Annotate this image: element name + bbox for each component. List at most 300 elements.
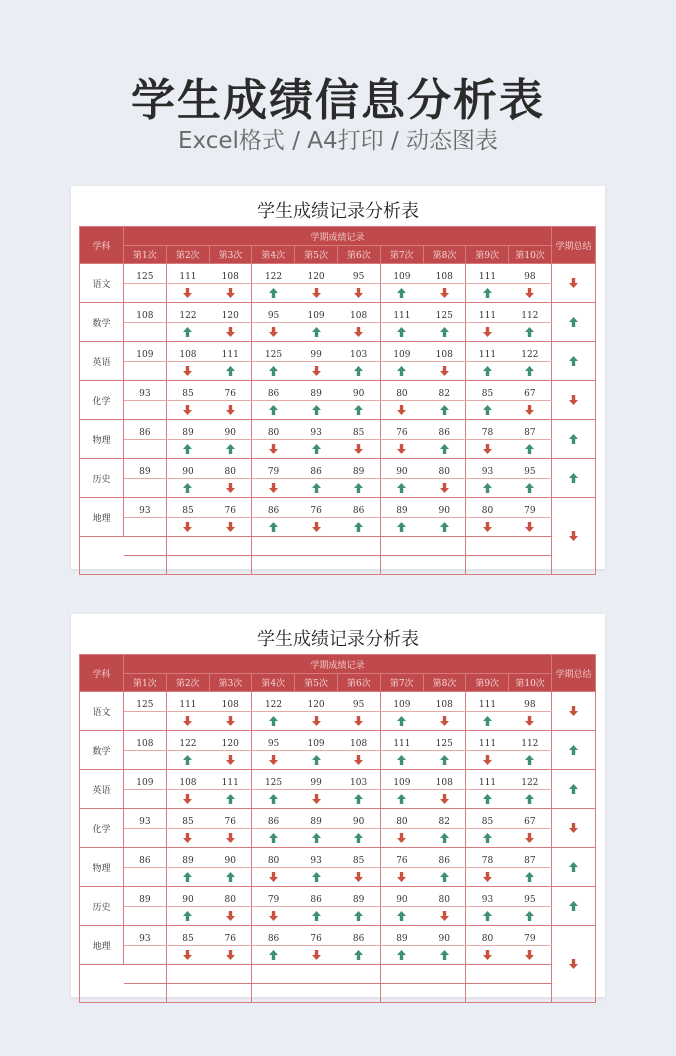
header-attempt-4: 第4次	[252, 246, 295, 264]
score-cell: 95	[509, 459, 552, 479]
score-cell: 122	[252, 692, 295, 712]
trend-down-icon	[226, 327, 235, 337]
score-cell: 80	[466, 498, 509, 518]
subject-name: 物理	[80, 848, 124, 887]
trend-cell	[337, 440, 380, 459]
summary-cell	[552, 459, 596, 498]
score-cell: 95	[252, 731, 295, 751]
empty-cell	[380, 556, 423, 575]
trend-cell	[466, 751, 509, 770]
trend-up-icon	[354, 950, 363, 960]
trend-down-icon	[226, 405, 235, 415]
trend-cell	[380, 401, 423, 420]
score-cell: 90	[423, 926, 466, 946]
trend-down-icon	[354, 872, 363, 882]
score-cell: 79	[509, 926, 552, 946]
score-cell: 87	[509, 848, 552, 868]
trend-up-icon	[312, 444, 321, 454]
trend-down-icon	[525, 716, 534, 726]
trend-cell	[124, 790, 167, 809]
trend-down-icon	[183, 366, 192, 376]
summary-cell	[552, 498, 596, 575]
empty-cell	[509, 984, 552, 1003]
score-cell: 93	[124, 926, 167, 946]
empty-cell	[209, 984, 252, 1003]
score-cell: 111	[466, 303, 509, 323]
trend-up-icon	[354, 833, 363, 843]
score-cell: 93	[295, 420, 338, 440]
score-cell: 90	[209, 848, 252, 868]
subject-name: 语文	[80, 264, 124, 303]
trend-up-icon	[440, 833, 449, 843]
score-cell: 89	[124, 459, 167, 479]
score-cell: 89	[337, 887, 380, 907]
trend-cell	[166, 323, 209, 342]
trend-cell	[166, 907, 209, 926]
trend-cell	[423, 440, 466, 459]
trend-cell	[466, 868, 509, 887]
trend-cell	[124, 712, 167, 731]
score-cell: 125	[252, 342, 295, 362]
trend-up-icon	[183, 483, 192, 493]
subject-name: 历史	[80, 887, 124, 926]
trend-cell	[466, 323, 509, 342]
trend-cell	[509, 946, 552, 965]
trend-cell	[509, 362, 552, 381]
trend-up-icon	[483, 794, 492, 804]
score-cell: 109	[124, 770, 167, 790]
trend-cell	[423, 790, 466, 809]
trend-cell	[423, 751, 466, 770]
trend-cell	[466, 440, 509, 459]
empty-cell	[166, 984, 209, 1003]
score-cell: 95	[337, 264, 380, 284]
trend-up-icon	[483, 366, 492, 376]
score-cell: 67	[509, 809, 552, 829]
score-cell: 120	[209, 303, 252, 323]
score-cell: 80	[380, 381, 423, 401]
score-cell: 86	[423, 848, 466, 868]
trend-up-icon	[183, 872, 192, 882]
trend-cell	[466, 790, 509, 809]
score-cell: 122	[509, 770, 552, 790]
trend-up-icon	[397, 794, 406, 804]
score-cell: 85	[166, 926, 209, 946]
score-cell: 90	[337, 809, 380, 829]
trend-down-icon	[525, 522, 534, 532]
score-cell: 78	[466, 848, 509, 868]
subject-name: 地理	[80, 926, 124, 965]
trend-up-icon	[483, 716, 492, 726]
trend-cell	[124, 323, 167, 342]
grade-table	[79, 226, 596, 575]
trend-cell	[166, 518, 209, 537]
score-cell: 67	[509, 381, 552, 401]
trend-cell	[423, 829, 466, 848]
trend-cell	[337, 907, 380, 926]
trend-cell	[380, 323, 423, 342]
empty-cell	[423, 984, 466, 1003]
score-cell: 120	[295, 264, 338, 284]
trend-down-icon	[354, 716, 363, 726]
trend-down-icon	[354, 444, 363, 454]
score-cell: 90	[337, 381, 380, 401]
trend-cell	[509, 790, 552, 809]
score-cell: 111	[380, 731, 423, 751]
score-cell: 85	[166, 809, 209, 829]
empty-cell	[252, 556, 295, 575]
score-cell: 90	[380, 459, 423, 479]
score-cell: 108	[209, 692, 252, 712]
score-cell: 79	[509, 498, 552, 518]
score-cell: 98	[509, 692, 552, 712]
trend-cell	[337, 868, 380, 887]
score-cell: 86	[124, 848, 167, 868]
trend-down-icon	[397, 833, 406, 843]
score-cell: 120	[209, 731, 252, 751]
score-cell: 82	[423, 809, 466, 829]
trend-cell	[337, 362, 380, 381]
score-cell: 111	[466, 342, 509, 362]
trend-cell	[466, 712, 509, 731]
trend-up-icon	[354, 522, 363, 532]
trend-cell	[337, 712, 380, 731]
trend-cell	[509, 751, 552, 770]
score-cell: 80	[209, 459, 252, 479]
trend-down-icon	[312, 716, 321, 726]
score-cell: 108	[337, 731, 380, 751]
header-subject: 学科	[80, 227, 124, 264]
summary-trend-up-icon	[569, 473, 578, 483]
trend-down-icon	[525, 405, 534, 415]
sheet-title: 学生成绩记录分析表	[257, 629, 419, 650]
score-cell: 111	[166, 692, 209, 712]
trend-down-icon	[354, 755, 363, 765]
score-cell: 111	[209, 342, 252, 362]
summary-cell	[552, 264, 596, 303]
trend-down-icon	[397, 405, 406, 415]
trend-up-icon	[440, 950, 449, 960]
trend-down-icon	[269, 327, 278, 337]
header-attempt-7: 第7次	[380, 246, 423, 264]
score-cell: 90	[166, 459, 209, 479]
trend-up-icon	[312, 327, 321, 337]
score-cell: 76	[295, 498, 338, 518]
trend-cell	[252, 362, 295, 381]
trend-cell	[380, 946, 423, 965]
score-cell: 109	[380, 342, 423, 362]
empty-cell	[337, 556, 380, 575]
trend-up-icon	[440, 327, 449, 337]
score-cell: 80	[252, 420, 295, 440]
score-cell: 89	[124, 887, 167, 907]
score-cell: 80	[209, 887, 252, 907]
trend-down-icon	[483, 444, 492, 454]
trend-cell	[423, 907, 466, 926]
empty-cell	[295, 556, 338, 575]
score-cell: 90	[209, 420, 252, 440]
trend-down-icon	[440, 288, 449, 298]
score-cell: 80	[380, 809, 423, 829]
trend-cell	[295, 362, 338, 381]
score-cell: 111	[466, 731, 509, 751]
score-cell: 80	[252, 848, 295, 868]
trend-cell	[509, 829, 552, 848]
trend-down-icon	[440, 911, 449, 921]
score-cell: 109	[124, 342, 167, 362]
trend-cell	[252, 907, 295, 926]
trend-down-icon	[440, 716, 449, 726]
summary-cell	[552, 770, 596, 809]
trend-up-icon	[525, 872, 534, 882]
trend-cell	[380, 518, 423, 537]
empty-cell	[80, 984, 124, 1003]
score-cell: 95	[252, 303, 295, 323]
empty-cell	[124, 965, 167, 984]
score-cell: 80	[423, 887, 466, 907]
score-cell: 109	[380, 770, 423, 790]
score-cell: 95	[509, 887, 552, 907]
subject-name: 地理	[80, 498, 124, 537]
trend-cell	[337, 790, 380, 809]
trend-cell	[295, 829, 338, 848]
trend-up-icon	[483, 483, 492, 493]
empty-cell	[124, 537, 167, 556]
trend-cell	[166, 401, 209, 420]
empty-cell	[209, 537, 252, 556]
trend-cell	[380, 712, 423, 731]
trend-cell	[124, 362, 167, 381]
score-cell: 76	[380, 420, 423, 440]
trend-up-icon	[269, 833, 278, 843]
trend-up-icon	[440, 444, 449, 454]
score-cell: 89	[166, 848, 209, 868]
trend-cell	[466, 362, 509, 381]
score-cell: 108	[124, 731, 167, 751]
empty-cell	[252, 537, 295, 556]
header-attempt-9: 第9次	[466, 674, 509, 692]
trend-cell	[295, 946, 338, 965]
trend-up-icon	[483, 288, 492, 298]
trend-up-icon	[312, 911, 321, 921]
trend-up-icon	[440, 755, 449, 765]
score-cell: 120	[295, 692, 338, 712]
score-cell: 108	[423, 264, 466, 284]
empty-cell	[209, 965, 252, 984]
score-cell: 89	[380, 498, 423, 518]
summary-trend-up-icon	[569, 434, 578, 444]
empty-cell	[295, 984, 338, 1003]
empty-cell	[337, 965, 380, 984]
subject-name: 英语	[80, 770, 124, 809]
trend-cell	[252, 518, 295, 537]
trend-up-icon	[269, 366, 278, 376]
score-cell: 125	[124, 692, 167, 712]
score-cell: 76	[209, 381, 252, 401]
score-cell: 80	[466, 926, 509, 946]
header-summary: 学期总结	[552, 227, 596, 264]
trend-cell	[209, 440, 252, 459]
trend-down-icon	[483, 327, 492, 337]
trend-cell	[209, 790, 252, 809]
header-attempt-3: 第3次	[209, 246, 252, 264]
trend-cell	[166, 829, 209, 848]
trend-up-icon	[483, 405, 492, 415]
trend-cell	[509, 440, 552, 459]
header-attempt-2: 第2次	[166, 674, 209, 692]
summary-trend-up-icon	[569, 862, 578, 872]
trend-cell	[509, 323, 552, 342]
trend-cell	[252, 829, 295, 848]
trend-up-icon	[183, 444, 192, 454]
trend-cell	[295, 401, 338, 420]
header-attempt-5: 第5次	[295, 246, 338, 264]
subject-name: 化学	[80, 381, 124, 420]
empty-cell	[466, 965, 509, 984]
trend-up-icon	[397, 288, 406, 298]
summary-trend-up-icon	[569, 784, 578, 794]
trend-up-icon	[354, 483, 363, 493]
trend-cell	[380, 479, 423, 498]
header-attempt-8: 第8次	[423, 674, 466, 692]
trend-down-icon	[226, 483, 235, 493]
trend-cell	[166, 362, 209, 381]
header-attempt-4: 第4次	[252, 674, 295, 692]
trend-cell	[295, 518, 338, 537]
trend-cell	[509, 868, 552, 887]
score-cell: 76	[209, 926, 252, 946]
trend-up-icon	[397, 327, 406, 337]
summary-cell	[552, 848, 596, 887]
score-cell: 76	[209, 498, 252, 518]
trend-down-icon	[312, 522, 321, 532]
trend-cell	[466, 284, 509, 303]
trend-cell	[423, 401, 466, 420]
empty-cell	[423, 537, 466, 556]
trend-cell	[509, 907, 552, 926]
trend-cell	[252, 323, 295, 342]
score-cell: 112	[509, 731, 552, 751]
score-cell: 86	[252, 498, 295, 518]
trend-cell	[295, 868, 338, 887]
summary-trend-down-icon	[569, 706, 578, 716]
trend-cell	[423, 946, 466, 965]
empty-cell	[337, 984, 380, 1003]
trend-up-icon	[269, 716, 278, 726]
trend-down-icon	[354, 327, 363, 337]
score-cell: 86	[124, 420, 167, 440]
header-attempt-8: 第8次	[423, 246, 466, 264]
score-cell: 89	[380, 926, 423, 946]
trend-down-icon	[183, 522, 192, 532]
score-cell: 93	[124, 809, 167, 829]
header-attempt-1: 第1次	[124, 674, 167, 692]
trend-cell	[124, 440, 167, 459]
trend-cell	[166, 946, 209, 965]
header-attempt-1: 第1次	[124, 246, 167, 264]
trend-up-icon	[440, 872, 449, 882]
trend-up-icon	[183, 327, 192, 337]
trend-cell	[209, 362, 252, 381]
trend-cell	[337, 284, 380, 303]
trend-up-icon	[525, 366, 534, 376]
score-cell: 82	[423, 381, 466, 401]
header-attempt-10: 第10次	[509, 674, 552, 692]
score-cell: 122	[509, 342, 552, 362]
score-cell: 86	[252, 926, 295, 946]
trend-up-icon	[269, 405, 278, 415]
trend-cell	[380, 907, 423, 926]
header-attempt-3: 第3次	[209, 674, 252, 692]
trend-up-icon	[269, 794, 278, 804]
summary-trend-down-icon	[569, 395, 578, 405]
trend-cell	[423, 284, 466, 303]
trend-cell	[337, 751, 380, 770]
empty-cell	[166, 537, 209, 556]
trend-down-icon	[226, 833, 235, 843]
trend-down-icon	[269, 444, 278, 454]
trend-cell	[380, 284, 423, 303]
empty-cell	[80, 537, 124, 556]
score-cell: 89	[295, 809, 338, 829]
score-cell: 86	[295, 459, 338, 479]
score-cell: 93	[466, 459, 509, 479]
score-cell: 125	[124, 264, 167, 284]
summary-cell	[552, 731, 596, 770]
trend-up-icon	[397, 366, 406, 376]
header-subject: 学科	[80, 655, 124, 692]
trend-cell	[124, 479, 167, 498]
score-cell: 93	[466, 887, 509, 907]
trend-cell	[295, 907, 338, 926]
trend-down-icon	[483, 872, 492, 882]
header-attempt-6: 第6次	[337, 674, 380, 692]
trend-cell	[209, 401, 252, 420]
summary-cell	[552, 420, 596, 459]
trend-cell	[295, 284, 338, 303]
score-cell: 85	[337, 420, 380, 440]
score-cell: 90	[380, 887, 423, 907]
summary-cell	[552, 303, 596, 342]
trend-cell	[380, 751, 423, 770]
trend-down-icon	[183, 833, 192, 843]
score-cell: 76	[295, 926, 338, 946]
trend-down-icon	[525, 288, 534, 298]
trend-cell	[252, 401, 295, 420]
score-cell: 86	[252, 381, 295, 401]
trend-cell	[295, 790, 338, 809]
trend-cell	[337, 829, 380, 848]
score-cell: 103	[337, 342, 380, 362]
trend-cell	[124, 868, 167, 887]
trend-cell	[466, 946, 509, 965]
trend-down-icon	[226, 716, 235, 726]
trend-cell	[209, 868, 252, 887]
trend-cell	[166, 712, 209, 731]
trend-down-icon	[483, 950, 492, 960]
trend-down-icon	[226, 522, 235, 532]
trend-down-icon	[226, 950, 235, 960]
empty-cell	[337, 537, 380, 556]
trend-cell	[166, 751, 209, 770]
trend-cell	[209, 518, 252, 537]
trend-down-icon	[312, 288, 321, 298]
trend-down-icon	[397, 444, 406, 454]
trend-up-icon	[269, 522, 278, 532]
score-cell: 86	[295, 887, 338, 907]
trend-cell	[380, 829, 423, 848]
summary-trend-up-icon	[569, 317, 578, 327]
